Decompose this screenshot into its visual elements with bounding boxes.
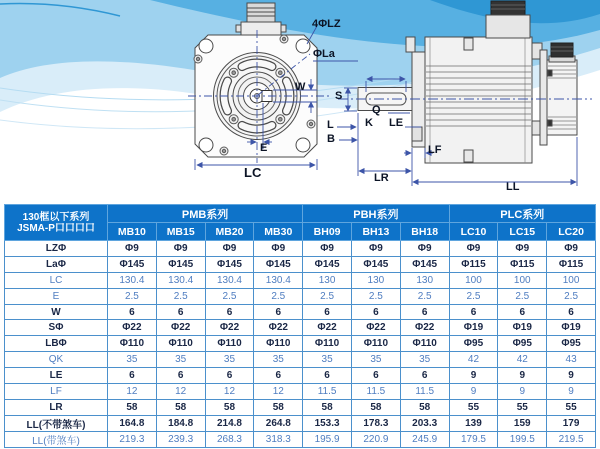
row-label: LC xyxy=(5,272,108,288)
value-cell: 179 xyxy=(547,415,596,431)
table-row xyxy=(5,272,596,288)
table-row xyxy=(5,368,596,384)
value-cell: 6 xyxy=(156,304,205,320)
value-cell: 58 xyxy=(303,399,352,415)
value-cell: Φ9 xyxy=(254,241,303,257)
spec-table-body xyxy=(5,241,596,448)
value-cell: Φ110 xyxy=(205,336,254,352)
dim-label-lr: LR xyxy=(374,172,389,184)
value-cell: 55 xyxy=(547,399,596,415)
value-cell: 164.8 xyxy=(108,415,157,431)
dim-label-q: Q xyxy=(372,104,381,116)
spec-table xyxy=(4,204,596,448)
value-cell: 179.5 xyxy=(449,431,498,447)
value-cell: Φ9 xyxy=(351,241,400,257)
value-cell: 12 xyxy=(108,384,157,400)
table-row xyxy=(5,241,596,257)
model-header: BH09 xyxy=(303,223,352,241)
value-cell: 130.4 xyxy=(108,272,157,288)
value-cell: Φ22 xyxy=(108,320,157,336)
value-cell: 6 xyxy=(205,368,254,384)
value-cell: 130.4 xyxy=(205,272,254,288)
value-cell: Φ9 xyxy=(449,241,498,257)
value-cell: 58 xyxy=(205,399,254,415)
dim-label-le: LE xyxy=(389,117,404,129)
value-cell: Φ95 xyxy=(498,336,547,352)
value-cell: 2.5 xyxy=(400,288,449,304)
value-cell: Φ145 xyxy=(156,256,205,272)
value-cell: Φ115 xyxy=(547,256,596,272)
value-cell: 42 xyxy=(449,352,498,368)
model-header: MB30 xyxy=(254,223,303,241)
value-cell: Φ145 xyxy=(254,256,303,272)
table-row xyxy=(5,288,596,304)
dim-label-k: K xyxy=(365,117,373,129)
side-connector xyxy=(486,1,530,38)
series-group-header: PLC系列 xyxy=(449,205,595,223)
value-cell: Φ19 xyxy=(498,320,547,336)
value-cell: 195.9 xyxy=(303,431,352,447)
value-cell: Φ110 xyxy=(400,336,449,352)
row-label: LL(带煞车) xyxy=(5,431,108,447)
row-label: E xyxy=(5,288,108,304)
value-cell: Φ115 xyxy=(498,256,547,272)
header-row-groups xyxy=(5,205,596,223)
row-label: SΦ xyxy=(5,320,108,336)
spec-table-head xyxy=(5,205,596,241)
value-cell: 2.5 xyxy=(254,288,303,304)
diagram-area xyxy=(0,0,600,203)
value-cell: Φ22 xyxy=(351,320,400,336)
value-cell: 6 xyxy=(498,304,547,320)
value-cell: 2.5 xyxy=(498,288,547,304)
value-cell: 55 xyxy=(498,399,547,415)
dim-label-b: B xyxy=(327,133,335,145)
value-cell: 214.8 xyxy=(205,415,254,431)
value-cell: 9 xyxy=(498,368,547,384)
value-cell: 55 xyxy=(449,399,498,415)
value-cell: 130 xyxy=(303,272,352,288)
table-row xyxy=(5,399,596,415)
row-label: QK xyxy=(5,352,108,368)
table-row xyxy=(5,431,596,447)
value-cell: Φ145 xyxy=(351,256,400,272)
model-header: BH18 xyxy=(400,223,449,241)
value-cell: Φ22 xyxy=(205,320,254,336)
value-cell: 12 xyxy=(205,384,254,400)
value-cell: 6 xyxy=(400,304,449,320)
row-label: LR xyxy=(5,399,108,415)
model-header: MB15 xyxy=(156,223,205,241)
value-cell: 35 xyxy=(205,352,254,368)
value-cell: Φ110 xyxy=(108,336,157,352)
value-cell: 6 xyxy=(303,368,352,384)
value-cell: 100 xyxy=(547,272,596,288)
value-cell: Φ115 xyxy=(449,256,498,272)
value-cell: 100 xyxy=(449,272,498,288)
value-cell: 58 xyxy=(254,399,303,415)
value-cell: 43 xyxy=(547,352,596,368)
value-cell: 35 xyxy=(351,352,400,368)
value-cell: 6 xyxy=(254,368,303,384)
corner-header xyxy=(5,205,108,241)
value-cell: Φ19 xyxy=(449,320,498,336)
value-cell: Φ9 xyxy=(108,241,157,257)
value-cell: 100 xyxy=(498,272,547,288)
value-cell: 2.5 xyxy=(156,288,205,304)
table-row xyxy=(5,320,596,336)
value-cell: 153.3 xyxy=(303,415,352,431)
model-header: LC10 xyxy=(449,223,498,241)
dim-label-ll: LL xyxy=(506,181,520,193)
value-cell: 264.8 xyxy=(254,415,303,431)
value-cell: 199.5 xyxy=(498,431,547,447)
value-cell: 12 xyxy=(156,384,205,400)
value-cell: 9 xyxy=(449,368,498,384)
row-label: LF xyxy=(5,384,108,400)
value-cell: 58 xyxy=(108,399,157,415)
value-cell: Φ9 xyxy=(205,241,254,257)
value-cell: 9 xyxy=(547,384,596,400)
value-cell: 6 xyxy=(351,304,400,320)
row-label: LL(不带煞车) xyxy=(5,415,108,431)
value-cell: 130.4 xyxy=(156,272,205,288)
value-cell: Φ9 xyxy=(400,241,449,257)
value-cell: 6 xyxy=(254,304,303,320)
row-label: LaΦ xyxy=(5,256,108,272)
value-cell: Φ22 xyxy=(254,320,303,336)
table-row xyxy=(5,415,596,431)
motor-dimension-drawing xyxy=(0,0,600,203)
row-label: LE xyxy=(5,368,108,384)
value-cell: Φ9 xyxy=(303,241,352,257)
model-header: LC15 xyxy=(498,223,547,241)
value-cell: 12 xyxy=(254,384,303,400)
corner-line-1: 130框以下系列 xyxy=(22,211,90,223)
value-cell: 2.5 xyxy=(351,288,400,304)
value-cell: Φ95 xyxy=(449,336,498,352)
value-cell: 2.5 xyxy=(547,288,596,304)
table-row xyxy=(5,384,596,400)
value-cell: Φ110 xyxy=(254,336,303,352)
value-cell: 11.5 xyxy=(351,384,400,400)
value-cell: 268.3 xyxy=(205,431,254,447)
series-group-header: PMB系列 xyxy=(108,205,303,223)
value-cell: Φ22 xyxy=(400,320,449,336)
value-cell: Φ9 xyxy=(156,241,205,257)
dim-label-s: S xyxy=(335,90,343,102)
value-cell: 159 xyxy=(498,415,547,431)
value-cell: Φ145 xyxy=(205,256,254,272)
dim-label-lc: LC xyxy=(244,165,262,180)
value-cell: 219.3 xyxy=(108,431,157,447)
value-cell: 2.5 xyxy=(449,288,498,304)
value-cell: 130 xyxy=(400,272,449,288)
dim-label-w: W xyxy=(295,81,306,93)
dim-label-lf: LF xyxy=(428,144,442,156)
value-cell: 11.5 xyxy=(303,384,352,400)
value-cell: 239.3 xyxy=(156,431,205,447)
value-cell: 2.5 xyxy=(303,288,352,304)
value-cell: 58 xyxy=(351,399,400,415)
table-row xyxy=(5,256,596,272)
value-cell: 58 xyxy=(400,399,449,415)
value-cell: 6 xyxy=(303,304,352,320)
value-cell: 178.3 xyxy=(351,415,400,431)
value-cell: Φ110 xyxy=(303,336,352,352)
value-cell: 130.4 xyxy=(254,272,303,288)
value-cell: 35 xyxy=(156,352,205,368)
table-row xyxy=(5,304,596,320)
value-cell: 9 xyxy=(449,384,498,400)
model-header: LC20 xyxy=(547,223,596,241)
value-cell: 219.5 xyxy=(547,431,596,447)
value-cell: 6 xyxy=(108,304,157,320)
dim-label-l: L xyxy=(327,119,334,131)
value-cell: 6 xyxy=(449,304,498,320)
value-cell: Φ110 xyxy=(351,336,400,352)
value-cell: 220.9 xyxy=(351,431,400,447)
corner-line-2: JSMA-P口口口口 xyxy=(17,222,95,234)
value-cell: 6 xyxy=(156,368,205,384)
value-cell: 35 xyxy=(303,352,352,368)
row-label: LZΦ xyxy=(5,241,108,257)
value-cell: 9 xyxy=(498,384,547,400)
value-cell: 42 xyxy=(498,352,547,368)
value-cell: Φ22 xyxy=(303,320,352,336)
value-cell: 35 xyxy=(254,352,303,368)
model-header: BH13 xyxy=(351,223,400,241)
value-cell: Φ110 xyxy=(156,336,205,352)
value-cell: Φ95 xyxy=(547,336,596,352)
value-cell: 9 xyxy=(547,368,596,384)
value-cell: 2.5 xyxy=(108,288,157,304)
value-cell: Φ9 xyxy=(547,241,596,257)
value-cell: 6 xyxy=(547,304,596,320)
value-cell: 2.5 xyxy=(205,288,254,304)
dim-label-e: E xyxy=(260,142,268,154)
table-row xyxy=(5,336,596,352)
dim-label-flange-dia: ΦLa xyxy=(313,48,335,60)
value-cell: 11.5 xyxy=(400,384,449,400)
model-header: MB20 xyxy=(205,223,254,241)
value-cell: 318.3 xyxy=(254,431,303,447)
row-label: LBΦ xyxy=(5,336,108,352)
value-cell: Φ145 xyxy=(303,256,352,272)
value-cell: 203.3 xyxy=(400,415,449,431)
value-cell: Φ145 xyxy=(108,256,157,272)
value-cell: 6 xyxy=(400,368,449,384)
value-cell: Φ22 xyxy=(156,320,205,336)
value-cell: 130 xyxy=(351,272,400,288)
value-cell: Φ19 xyxy=(547,320,596,336)
value-cell: 139 xyxy=(449,415,498,431)
dim-label-bolt-holes: 4ΦLZ xyxy=(312,18,341,30)
value-cell: Φ9 xyxy=(498,241,547,257)
value-cell: 58 xyxy=(156,399,205,415)
value-cell: 6 xyxy=(205,304,254,320)
value-cell: 6 xyxy=(351,368,400,384)
value-cell: 245.9 xyxy=(400,431,449,447)
row-label: W xyxy=(5,304,108,320)
value-cell: Φ145 xyxy=(400,256,449,272)
series-group-header: PBH系列 xyxy=(303,205,449,223)
value-cell: 184.8 xyxy=(156,415,205,431)
model-header: MB10 xyxy=(108,223,157,241)
value-cell: 35 xyxy=(400,352,449,368)
value-cell: 35 xyxy=(108,352,157,368)
value-cell: 6 xyxy=(108,368,157,384)
table-row xyxy=(5,352,596,368)
